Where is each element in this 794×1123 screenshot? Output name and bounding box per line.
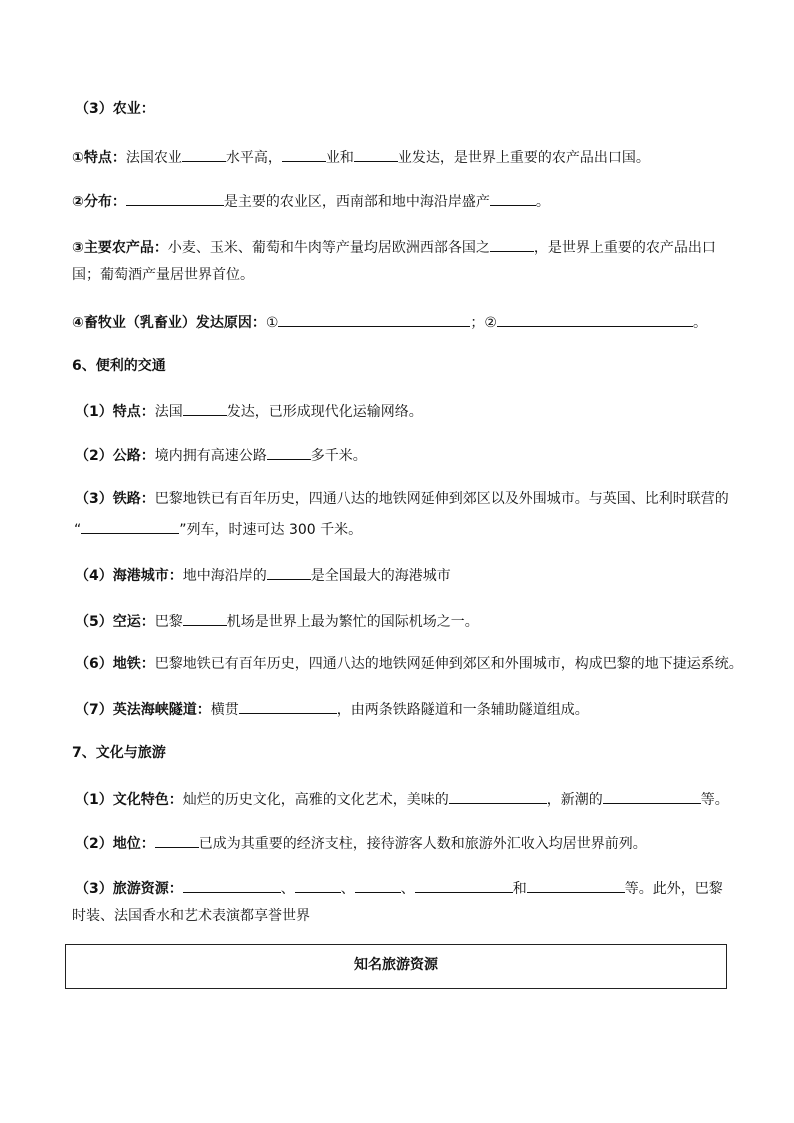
transport-seaport-text-1: 地中海沿岸的 xyxy=(182,568,267,584)
fill-blank[interactable] xyxy=(267,564,311,580)
culture-feature-label: （1）文化特色： xyxy=(75,792,183,808)
transport-tunnel-text-2: ，由两条铁路隧道和一条辅助隧道组成。 xyxy=(336,702,589,718)
fill-blank[interactable] xyxy=(415,877,513,893)
transport-highway-text-2: 多千米。 xyxy=(310,448,367,464)
fill-blank[interactable] xyxy=(490,190,536,206)
fill-blank[interactable] xyxy=(183,400,227,416)
culture-status-line xyxy=(75,832,647,854)
fill-blank[interactable] xyxy=(490,236,534,252)
culture-resources-line xyxy=(75,877,723,899)
conjunction: 和 xyxy=(512,881,527,897)
fill-blank[interactable] xyxy=(282,146,326,162)
agri-trait-text-2: 水平高， xyxy=(225,150,282,166)
fill-blank[interactable] xyxy=(267,444,311,460)
transport-air-text-2: 机场是世界上最为繁忙的国际机场之一。 xyxy=(226,614,479,630)
transport-railway-line-2 xyxy=(74,518,362,540)
transport-air-text-1: 巴黎 xyxy=(154,614,183,630)
agri-products-text-1: 小麦、玉米、葡萄和牛肉等产量均居欧洲西部各国之 xyxy=(167,240,490,256)
transport-tunnel-line xyxy=(75,698,589,720)
fill-blank[interactable] xyxy=(126,190,224,206)
fill-blank[interactable] xyxy=(278,311,470,327)
separator: 、 xyxy=(280,881,295,897)
fill-blank[interactable] xyxy=(449,788,547,804)
transport-tunnel-label: （7）英法海峡隧道： xyxy=(75,702,211,718)
agri-trait-label: ①特点： xyxy=(72,150,126,166)
transport-metro-line xyxy=(75,654,743,674)
transport-seaport-label: （4）海港城市： xyxy=(75,568,183,584)
transport-air-label: （5）空运： xyxy=(75,614,155,630)
agri-livestock-label: ④畜牧业（乳畜业）发达原因： xyxy=(72,315,266,331)
agri-trait-line xyxy=(72,146,650,168)
tourism-resources-box-title: 知名旅游资源 xyxy=(354,957,438,973)
culture-resources-end: 等。此外，巴黎 xyxy=(624,881,723,897)
separator: 、 xyxy=(340,881,355,897)
fill-blank[interactable] xyxy=(155,832,199,848)
agri-trait-text-1: 法国农业 xyxy=(125,150,182,166)
transport-railway-label: （3）铁路： xyxy=(75,491,155,507)
culture-feature-text-2: ，新潮的 xyxy=(546,792,603,808)
agri-products-line-2: 国；葡萄酒产量居世界首位。 xyxy=(72,267,254,283)
agri-distribution-label: ②分布： xyxy=(72,194,126,210)
separator: 、 xyxy=(400,881,415,897)
fill-blank[interactable] xyxy=(239,698,337,714)
section-heading-culture: 7、文化与旅游 xyxy=(72,745,166,761)
transport-seaport-text-2: 是全国最大的海港城市 xyxy=(310,568,451,584)
agri-distribution-text-1: 是主要的农业区，西南部和地中海沿岸盛产 xyxy=(223,194,490,210)
culture-feature-line xyxy=(75,788,729,810)
transport-feature-text-2: 发达，已形成现代化运输网络。 xyxy=(226,404,423,420)
transport-highway-line xyxy=(75,444,367,466)
fill-blank[interactable] xyxy=(497,311,693,327)
transport-highway-label: （2）公路： xyxy=(75,448,155,464)
transport-metro-label: （6）地铁： xyxy=(75,656,155,672)
agri-livestock-text-3: 。 xyxy=(692,315,707,331)
fill-blank[interactable] xyxy=(355,877,401,893)
transport-railway-line xyxy=(75,489,729,509)
agri-trait-text-4: 业发达，是世界上重要的农产品出口国。 xyxy=(397,150,650,166)
section-heading-agriculture: （3）农业： xyxy=(75,101,155,117)
agri-products-text-2: ，是世界上重要的农产品出口 xyxy=(533,240,716,256)
agri-distribution-text-2: 。 xyxy=(535,194,550,210)
fill-blank[interactable] xyxy=(295,877,341,893)
transport-railway-text-2: ”列车，时速可达 300 千米。 xyxy=(179,522,363,538)
transport-railway-text-1: 巴黎地铁已有百年历史，四通八达的地铁网延伸到郊区以及外围城市。与英国、比利时联营的 xyxy=(154,491,729,507)
agri-products-line xyxy=(72,236,716,258)
transport-feature-text-1: 法国 xyxy=(154,404,183,420)
transport-tunnel-text-1: 横贯 xyxy=(210,702,239,718)
agri-livestock-text-1: ① xyxy=(265,315,279,331)
culture-feature-text-3: 等。 xyxy=(700,792,729,808)
fill-blank[interactable] xyxy=(81,518,179,534)
transport-railway-quote-open: “ xyxy=(74,522,82,538)
culture-feature-text-1: 灿烂的历史文化，高雅的文化艺术，美味的 xyxy=(182,792,449,808)
agri-livestock-line xyxy=(72,311,707,333)
tourism-resources-box xyxy=(65,944,727,989)
fill-blank[interactable] xyxy=(527,877,625,893)
transport-feature-label: （1）特点： xyxy=(75,404,155,420)
fill-blank[interactable] xyxy=(603,788,701,804)
transport-highway-text-1: 境内拥有高速公路 xyxy=(154,448,267,464)
agri-trait-text-3: 业和 xyxy=(325,150,354,166)
fill-blank[interactable] xyxy=(182,146,226,162)
culture-resources-label: （3）旅游资源： xyxy=(75,881,183,897)
fill-blank[interactable] xyxy=(183,877,281,893)
agri-livestock-text-2: ；② xyxy=(470,315,497,331)
agri-products-label: ③主要农产品： xyxy=(72,240,168,256)
transport-feature-line xyxy=(75,400,423,422)
transport-air-line xyxy=(75,610,479,632)
transport-metro-text-1: 巴黎地铁已有百年历史，四通八达的地铁网延伸到郊区和外围城市，构成巴黎的地下捷运系统。 xyxy=(154,656,743,672)
transport-seaport-line xyxy=(75,564,451,586)
culture-status-text-1: 已成为其重要的经济支柱，接待游客人数和旅游外汇收入均居世界前列。 xyxy=(198,836,647,852)
culture-status-label: （2）地位： xyxy=(75,836,155,852)
fill-blank[interactable] xyxy=(183,610,227,626)
section-heading-transport: 6、便利的交通 xyxy=(72,358,166,374)
agri-distribution-line xyxy=(72,190,550,212)
culture-resources-line-2: 时装、法国香水和艺术表演都享誉世界 xyxy=(72,908,310,924)
fill-blank[interactable] xyxy=(354,146,398,162)
